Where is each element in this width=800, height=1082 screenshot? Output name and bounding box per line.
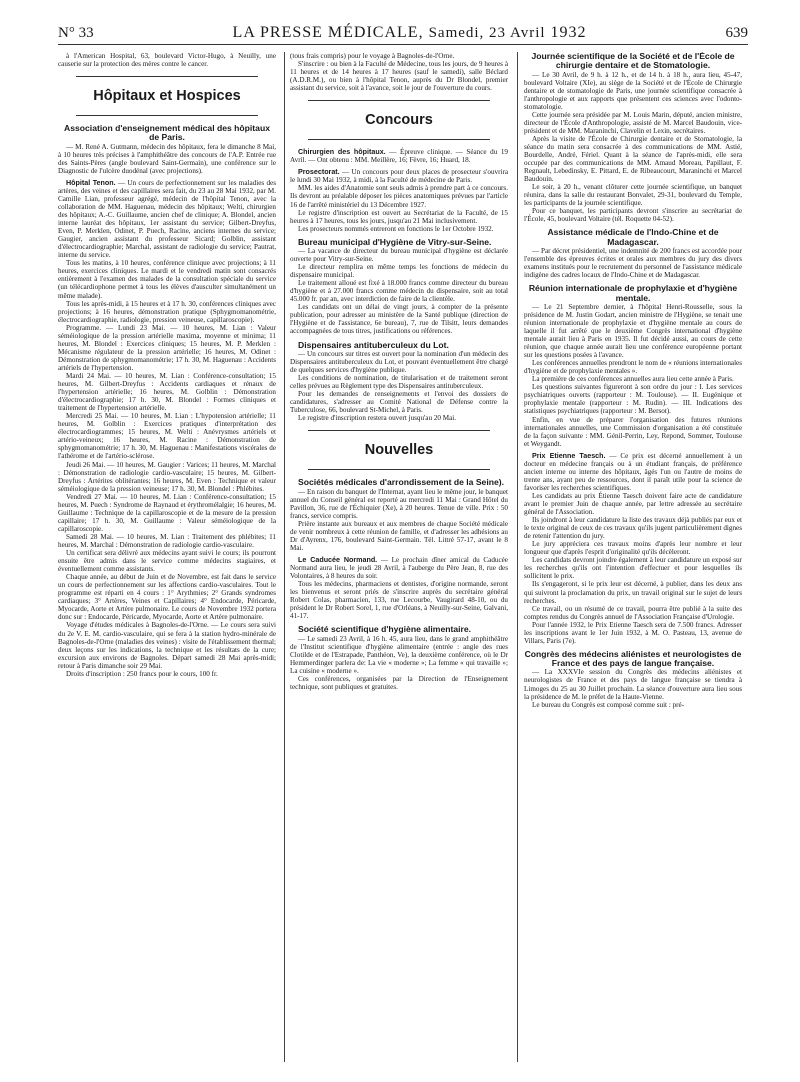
paragraph: Le registre d'inscription est ouvert au Secrétariat de la Faculté, de 15 heures à 17 heures, tous les jours, jusqu'au 21 Mai inclusivement. — [290, 208, 508, 225]
paragraph: Les conférences annuelles prendront le nom de « réunions internationales d'hygiène et de prophylaxie mentales ». — [524, 359, 742, 376]
paragraph: — Le 21 Septembre dernier, à l'hôpital Henri-Rousselle, sous la présidence de M. Justin Godart, ancien ministre de l'Hygiène, se tenait une réunion internationale de prophylaxie et d'hygiène mentale au cours de laquelle il fut arrêté que le deuxième Congrès international d'hygiène mentale aurait lieu à Paris en 1935. Il fut décidé aussi, au cours de cette réunion, que chaque année aurait lieu une conférence européenne portant sur les questions posées à l'avance. — [524, 302, 742, 360]
section-rule — [308, 430, 490, 431]
paragraph: Ils joindront à leur candidature la liste des travaux déjà publiés par eux et le texte original de ceux de ces travaux qu'ils jugent particulièrement dignes de retenir l'attention du jury. — [524, 516, 742, 541]
paragraph: Après la visite de l'École de Chirurgie dentaire et de Stomatologie, la séance du matin sera consacrée à des communications de MM. Astié, Bourdelle, André, Fériel. Quant à la séance de l'après-midi, elle sera occupée par des communications de MM. Amaud Moreau, Papillaut, F. Regnault, Lebedinsky, E. Pittard, E. de Ribeaucourt, Maraninchi et Marcel Baudouin. — [524, 134, 742, 184]
column-divider — [517, 52, 518, 1062]
paragraph: Jeudi 26 Mai. — 10 heures, M. Gaugier : Varices; 11 heures, M. Marchal : Démonstration de radiologie cardio-vasculaire; 15 heures, M. Gilbert-Dreyfus : Artérites oblitérantes; 16 heures, M. Even : Technique et valeur séméiologique de la pression veineuse; 17 h. 30, M. Blondel : Phlébites. — [58, 460, 276, 493]
paragraph: — Le samedi 23 Avril, à 16 h. 45, aura lieu, dans le grand amphithéâtre de l'Institut scientifique d'hygiène alimentaire (entrée : angle des rues Clotilde et de l'Estrapade, Panthéon, Ve), la deuxième conférence, où le Dr Hemmerdinger parlera de: La vie « moderne »; La femme « qui travaille »; La cuisine « moderne ». — [290, 634, 508, 675]
paragraph: Les conditions de nomination, de titularisation et de traitement seront celles prévues au Règlement type des Dispensaires antituberculeux. — [290, 373, 508, 390]
paragraph: Le soir, à 20 h., venant clôturer cette journée scientifique, un banquet réunira, dans la salle du restaurant Bonvalet, 29-31, boulevard du Temple, les participants de la journée scientifique. — [524, 183, 742, 208]
paragraph: — La vacance de directeur du bureau municipal d'hygiène est déclarée ouverte pour Vitry-sur-Seine. — [290, 247, 508, 264]
paragraph: — Un concours sur titres est ouvert pour la nomination d'un médecin des Dispensaires antituberculeux du Lot, et pouvant éventuellement être chargé de quelques services d'hygiène publique. — [290, 349, 508, 374]
paragraph: Pour ce banquet, les participants devront s'inscrire au secrétariat de l'École, 45, boulevard Voltaire (tél. Roquette 04-52). — [524, 207, 742, 224]
paragraph: — M. René A. Gutmann, médecin des hôpitaux, fera le dimanche 8 Mai, à 10 heures très précises à l'amphithéâtre des concours de l'A.P. Entrée rue des Saints-Pères (angle boulevard Saint-Germain), une conférence sur le Diagnostic de l'ulcère duodénal (avec projections). — [58, 142, 276, 175]
journal-title: LA PRESSE MÉDICALE, Samedi, 23 Avril 1932 — [232, 24, 587, 41]
paragraph: Samedi 28 Mai. — 10 heures, M. Lian : Traitement des phlébites; 11 heures, M. Marchal : Démonstration de radiologie cardio-vasculaire. — [58, 532, 276, 549]
paragraph: à l'American Hospital, 63, boulevard Victor-Hugo, à Neuilly, une causerie sur la protection des mères contre le cancer. — [58, 52, 276, 69]
column-1 — [58, 52, 276, 1062]
paragraph: — Le prochain dîner amical du Caducée Normand aura lieu, le jeudi 28 Avril, à l'auberge du Père Jean, 8, rue des Volontaires, à 8 heures du soir. — [290, 555, 508, 580]
section-rule — [76, 76, 258, 77]
article-heading: Journée scientifique de la Société et de l'École de chirurgie dentaire et de Stomatologie. — [531, 52, 735, 71]
paragraph: Droits d'inscription : 250 francs pour le cours, 100 fr. — [66, 669, 218, 678]
paragraph: MM. les aides d'Anatomie sont seuls admis à prendre part à ce concours. Ils devront au préalable déposer les pièces anatomiques prévues par l'article 16 de l'arrêté ministériel du 13 Décembre 1927. — [290, 184, 508, 209]
paragraph: Un certificat sera délivré aux médecins ayant suivi le cours; ils pourront ensuite être admis dans le service comme médecins stagiaires, et éventuellement comme assistants. — [58, 549, 276, 574]
article-heading: Dispensaires antituberculeux du Lot. — [298, 339, 449, 350]
section-rule — [76, 115, 258, 116]
paragraph: — Ce prix est décerné annuellement à un docteur en médecine français ou à un étudiant français, de préférence ancien interne ou interne des hôpitaux, âgés l'un ou l'autre de moins de trente ans, ayant peu de ressources, dont il paraît utile pour la science de favoriser les recherches scientifiques. — [524, 451, 742, 492]
paragraph: Mercredi 25 Mai. — 10 heures, M. Lian : L'hypotension artérielle; 11 heures, M. Golblin : Exercices pratiques d'interprétation des électrocardiogrammes; 15 heures, M. Welti : Anévrysmes artériels et artério-veineux; 16 heures, M. Racine : Démonstration de sphygmomanométrie; 17 h. 30, M. Haguenau : Manifestations viscérales de l'athérome et de l'artério-sclérose. — [58, 412, 276, 461]
paragraph: — Par décret présidentiel, une indemnité de 200 francs est accordée pour l'ensemble des épreuves écrites et orales aux membres du jury des divers examens institués pour le recrutement du personnel de l'assistance médicale indigène des cadres locaux de l'Indo-Chine et de Madagascar. — [524, 247, 742, 280]
paragraph: Le jury appréciera ces travaux moins d'après leur nombre et leur longueur que d'après l'esprit d'originalité qu'ils décèleront. — [524, 540, 742, 557]
paragraph: Prière instante aux bureaux et aux membres de chaque Société médicale de venir nombreux à cette réunion de famille, et d'adresser les adhésions au Dr d'Ayrenx, 176, boulevard Saint-Germain. Tél. Littré 57-17, avant le 8 Mai. — [290, 519, 508, 552]
paragraph: Tous les matins, à 10 heures, conférence clinique avec projections; à 11 heures, exercices cliniques. Le mardi et le vendredi matin sont consacrés entièrement à l'examen des malades de la consultation spéciale du service (un télécardiophone permet à tous les élèves d'ausculter simultanément un même malade). — [58, 259, 276, 300]
paragraph: Les candidats devront joindre également à leur candidature un exposé sur les recherches qu'ils ont l'intention d'effectuer et pour lesquelles ils sollicitent le prix. — [524, 556, 742, 581]
column-3 — [524, 52, 742, 1062]
paragraph: S'inscrire : ou bien à la Faculté de Médecine, tous les jours, de 9 heures à 11 heures et de 14 heures à 17 heures (sauf le samedi), salle Béclard (A.D.R.M.), ou bien à l'hôpital Tenon, auprès du Dr Blondel, premier assistant du service, soit à l'avance, soit le jour de l'ouverture du cours. — [290, 60, 508, 93]
paragraph: Les candidats ont un délai de vingt jours, à compter de la présente publication, pour adresser au ministère de la Santé publique (direction de l'Hygiène et de l'assistance, 6e bureau), 7, rue de Tilsitt, leurs demandes accompagnées de tous titres, justifications ou références. — [290, 303, 508, 336]
article-heading: Le Caducée Normand. — [298, 555, 378, 564]
paragraph: Les candidats au prix Étienne Taesch doivent faire acte de candidature avant le premier Juin de chaque année, par lettre adressée au secrétaire général de l'Association. — [524, 491, 742, 517]
page-header — [58, 18, 748, 45]
section-rule — [308, 469, 490, 470]
article-heading: Assistance médicale de l'Indo-Chine et de Madagascar. — [547, 227, 719, 247]
paragraph: Voyage d'études médicales à Bagnoles-de-l'Orne. — Le cours sera suivi du 2e V. E. M. cardio-vasculaire, qui se fera à la station hydro-minérale de Bagnoles-de-l'Orne (maladies des veines) : visite de l'établissement thermal; deux leçons sur les indications, la technique et les résultats de la cure; excursion aux environs de Bagnoles. Départ samedi 28 Mai après-midi; retour à Paris dimanche soir 29 Mai. — [58, 621, 276, 670]
article-heading: Chirurgien des hôpitaux. — [298, 148, 386, 157]
column-divider — [284, 52, 285, 1062]
paragraph: Ce travail, ou un résumé de ce travail, pourra être publié à la suite des comptes rendus du Congrès annuel de l'Association Française d'Urologie. — [524, 604, 742, 621]
article-heading: Sociétés médicales d'arrondissement de la Seine). — [298, 477, 504, 488]
paragraph: — Le 30 Avril, de 9 h. à 12 h., et de 14 h. à 18 h., aura lieu, 45-47, boulevard Voltaire (XIe), au siège de la Société et de l'École de Chirurgie dentaire et de stomatologie de Paris, une journée scientifique consacrée à l'anthropologie et aux rapports que présentent ces sciences avec l'odonto-stomatologie. — [524, 70, 742, 111]
article-heading: Congrès des médecins aliénistes et neurologistes de France et des pays de langue française. — [524, 648, 742, 669]
section-title-concours: Concours — [365, 112, 433, 129]
paragraph: Le directeur remplira en même temps les fonctions de médecin du dispensaire municipal. — [290, 263, 508, 280]
paragraph: — Un cours de perfectionnement sur les maladies des artères, des veines et des capillaires sera fait, du 23 au 28 Mai 1932, par M. Camille Lian, professeur agrégé, médecin de l'hôpital Tenon, avec la collaboration de MM. Haguenau, médecin des hôpitaux; Welti, chirurgien des hôpitaux; A.-C. Guillaume, ancien chef de clinique; A. Blondel, ancien interne lauréat des hôpitaux, 1er assistant du service; Gilbert-Dreyfus, Even, P. Merklen, Odinet, P. Puech, Racine, anciens internes du service; Gaugier, ancien assistant du professeur Sicard; Golblin, assistant d'électrocardiographie; Marchal, assistant de radiologie du service; Pautrat, interne du service. — [58, 178, 276, 260]
section-rule — [308, 139, 490, 140]
article-heading: Bureau municipal d'Hygiène de Vitry-sur-Seine. — [298, 236, 492, 247]
article-heading: Prosectorat. — [298, 168, 340, 177]
paragraph: Cette journée sera présidée par M. Louis Marin, député, ancien ministre, directeur de l'École d'Anthropologie, assisté de M. Marcel Baudouin, vice-président et de MM. Maraninchi, Clavelin et Lexin, secrétaires. — [524, 110, 742, 135]
paragraph: Pour l'année 1932, le Prix Etienne Taesch sera de 7.500 francs. Adresser les inscriptions avant le 1er Juin 1932, à M. O. Pasteau, 13, avenue de Villars, Paris (7e). — [524, 620, 742, 645]
paragraph: Enfin, en vue de préparer l'organisation des futures réunions internationales annuelles, une Commission d'organisation a été constituée de la façon suivante : MM. Génil-Perrin, Ley, Repond, Sommer, Toulouse et Weygandt. — [524, 415, 742, 448]
paragraph: — Épreuve clinique. — Séance du 19 Avril. — Ont obtenu : MM. Meillère, 16; Fèvre, 16; Huard, 18. — [290, 148, 508, 165]
page-number: 639 — [725, 25, 748, 41]
paragraph: Tous les médecins, pharmaciens et dentistes, d'origine normande, seront les bienvenus et seront priés de s'inscrire auprès du secrétaire général Robert Colas, pharmacien, 133, rue Lecourbe, Vaugirard 48-10, ou du président le Dr Robert Sorel, 1, rue d'Orléans, à Neuilly-sur-Seine, Galvani, 41-17. — [290, 580, 508, 621]
paragraph: Le bureau du Congrès est composé comme suit : pré- — [532, 700, 685, 709]
column-2 — [290, 52, 508, 1062]
section-rule — [308, 100, 490, 101]
paragraph: Le traitement alloué est fixé à 18.000 francs comme directeur du bureau d'hygiène et à 27.000 francs comme médecin du dispensaire, soit au total 45.000 fr. par an, avec interdiction de faire de la clientèle. — [290, 279, 508, 304]
article-heading: Hôpital Tenon. — [66, 178, 116, 187]
paragraph: Tous les après-midi, à 15 heures et à 17 h. 30, conférences cliniques avec projections; à 16 heures, démonstration pratique (Sphygmomanométrie, électrocardiographie, radiologie, pression veineuse, capillaroscopie). — [58, 299, 276, 324]
paragraph: Programme. — Lundi 23 Mai. — 10 heures, M. Lian : Valeur séméiologique de la pression artérielle maxima, moyenne et minima; 11 heures, M. Blondel : Exercices cliniques; 15 heures, M. P. Merklen : Mécanisme régulateur de la pression artérielle; 16 heures, M. Odinet : Démonstration de sphygmomanométrie; 17 h. 30, M. Haguenau : Accidents artériels de l'hypertension. — [58, 323, 276, 372]
article-heading: Réunion internationale de prophylaxie et d'hygiène mentale. — [528, 283, 738, 303]
section-title-nouvelles: Nouvelles — [364, 442, 434, 459]
section-title-hopitaux: Hôpitaux et Hospices — [93, 88, 241, 105]
article-heading: Prix Etienne Taesch. — [532, 451, 606, 460]
paragraph: Les questions suivantes figureront à son ordre du jour : I. Les services psychiatriques ouverts (rapporteur : M. Toulouse). — II. Eugénique et prophylaxie mentale (rapporteur : M. Rudin). — III. Indications des statistiques psychiatriques (rapporteur : M. Bersot). — [524, 383, 742, 416]
paragraph: — La XXXVIe session du Congrès des médecins aliénistes et neurologistes de France et des pays de langue française se tiendra à Limoges du 25 au 30 Juillet prochain. La séance d'ouverture aura lieu sous la présidence de M. le préfet de la Haute-Vienne. — [524, 668, 742, 701]
article-heading: Société scientifique d'hygiène alimentaire. — [298, 624, 472, 635]
paragraph: — En raison du banquet de l'Internat, ayant lieu le même jour, le banquet annuel du Conseil général est reporté au mercredi 11 Mai : Grand Hôtel du Pavillon, 36, rue de l'Échiquier (Xe), à 20 heures. Tenue de ville. Prix : 50 francs, service compris. — [290, 487, 508, 520]
paragraph: Les prosecteurs nommés entreront en fonctions le 1er Octobre 1932. — [298, 224, 494, 233]
paragraph: La première de ces conférences annuelles aura lieu cette année à Paris. — [532, 375, 734, 384]
paragraph: Pour les demandes de renseignements et l'envoi des dossiers de candidatures, s'adresser au Comité National de Défense contre la Tuberculose, 66, boulevard St-Michel, à Paris. — [290, 390, 508, 415]
paragraph: (tous frais compris) pour le voyage à Bagnoles-de-l'Orne. — [290, 52, 455, 60]
paragraph: Ces conférences, organisées par la Direction de l'Enseignement technique, sont publiques et gratuites. — [290, 674, 508, 691]
paragraph: Vendredi 27 Mai. — 10 heures, M. Lian : Conférence-consultation; 15 heures, M. Puech : Syndrome de Raynaud et érythromélalgie; 16 heures, M. Guillaume : Technique de la capillaroscopie et de la mesure de la pression capillaire; 17 h. 30, M. Guillaume : Valeur séméiologique de la capillaroscopie. — [58, 492, 276, 533]
paragraph: Mardi 24 Mai. — 10 heures, M. Lian : Conférence-consultation; 15 heures, M. Gilbert-Dreyfus : Accidents cardiaques et rénaux de l'hypertension artérielle; 16 heures, M. Golblin : Démonstration d'électrocardiographie; 17 h. 30, M. Blondel : Formes cliniques et traitement de l'hypertension artérielle. — [58, 372, 276, 413]
paragraph: Ils s'engageront, si le prix leur est décerné, à publier, dans les deux ans qui suivront la proclamation du prix, un travail original sur le sujet de leurs recherches. — [524, 580, 742, 605]
paragraph: Le registre d'inscription restera ouvert jusqu'au 20 Mai. — [298, 414, 457, 423]
article-heading: Association d'enseignement médical des hôpitaux de Paris. — [64, 123, 270, 143]
issue-number: N° 33 — [58, 25, 94, 41]
paragraph: Chaque année, au début de Juin et de Novembre, est fait dans le service un cours de perfectionnement sur les affections cardio-vasculaires. Tout le programme est réparti en 4 cours : 1° Arythmies; 2° Grands syndromes cardiaques; 3° Artères, Veines et Capillaires; 4° Endocarde, Péricarde, Myocarde, Aorte et Artère pulmonaire. Le cours de Novembre 1932 portera donc sur : Endocarde, Péricarde, Myocarde, Aorte et Artère pulmonaire. — [58, 573, 276, 622]
paragraph: — Un concours pour deux places de prosecteur s'ouvrira le lundi 30 Mai 1932, à midi, à la Faculté de médecine de Paris. — [290, 168, 508, 185]
